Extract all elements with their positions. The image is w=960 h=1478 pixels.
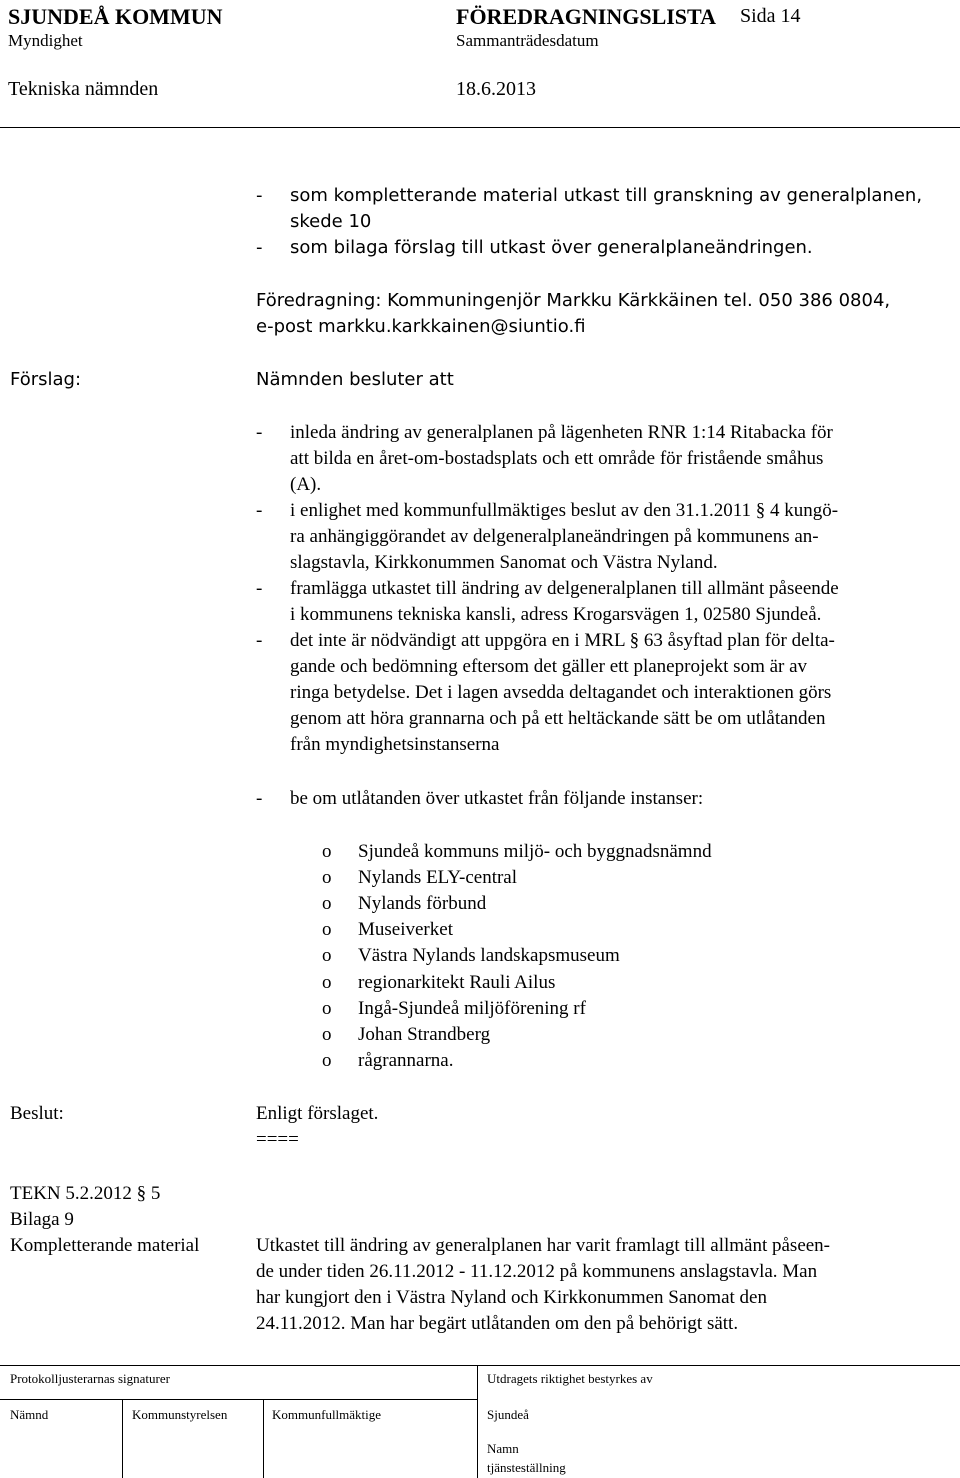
presenter-email: e-post markku.karkkainen@siuntio.fi [256, 316, 586, 337]
signature-column-board: Nämnd [10, 1407, 49, 1422]
intro-item-line: som bilaga förslag till utkast över generalplaneändringen. [290, 237, 813, 258]
footer-top-rule [0, 1365, 960, 1366]
intro-item-dash: - [256, 185, 263, 206]
footer-divider [263, 1400, 264, 1478]
proposal-item-line: ringa betydelse. Det i lagen avsedda deltagandet och interaktionen görs [290, 682, 832, 703]
proposal-item-line: i kommunens tekniska kansli, adress Krogarsvägen 1, 02580 Sjundeå. [290, 604, 822, 625]
instance-item: Nylands ELY-central [358, 867, 518, 888]
instance-item: Ingå-Sjundeå miljöförening rf [358, 998, 586, 1019]
proposal-item-line: ra anhängiggörandet av delgeneralplaneändringen på kommunens an- [290, 526, 819, 547]
proposal-heading: Nämnden besluter att [256, 369, 454, 390]
meeting-date: 18.6.2013 [456, 78, 536, 100]
org-name: SJUNDEÅ KOMMUN [8, 4, 223, 29]
footer-divider [122, 1400, 123, 1478]
authority-label: Myndighet [8, 31, 83, 50]
bullet-marker: o [322, 972, 332, 993]
intro-item-line: skede 10 [290, 211, 372, 232]
place-label: Sjundeå [487, 1407, 529, 1422]
document-type: FÖREDRAGNINGSLISTA [456, 4, 716, 29]
case-text-line: 24.11.2012. Man har begärt utlåtanden om den på behörigt sätt. [256, 1313, 739, 1334]
proposal-item-line: genom att höra grannarna och på ett heltäckande sätt be om utlåtanden [290, 708, 826, 729]
case-text-line: de under tiden 26.11.2012 - 11.12.2012 på kommunens anslagstavla. Man [256, 1261, 818, 1282]
proposal-item-line: gande och bedömning eftersom det gäller ett planeprojekt som är av [290, 656, 808, 677]
proposal-item-line: slagstavla, Kirkkonummen Sanomat och Västra Nyland. [290, 552, 718, 573]
intro-item-dash: - [256, 237, 263, 258]
bullet-marker: o [322, 893, 332, 914]
bullet-marker: o [322, 919, 332, 940]
proposal-item-line: (A). [290, 474, 322, 495]
proposal-item-dash: - [256, 500, 263, 521]
meeting-date-label: Sammanträdesdatum [456, 31, 599, 50]
decision-text: Enligt förslaget. [256, 1103, 379, 1124]
instance-item: Museiverket [358, 919, 453, 940]
instance-item: Johan Strandberg [358, 1024, 491, 1045]
case-text-line: har kungjort den i Västra Nyland och Kirkkonummen Sanomat den [256, 1287, 767, 1308]
bullet-marker: o [322, 998, 332, 1019]
intro-item-line: som kompletterande material utkast till granskning av generalplanen, [290, 185, 923, 206]
proposal-item-dash: - [256, 422, 263, 443]
proposal-item-dash: - [256, 578, 263, 599]
certified-label: Utdragets riktighet bestyrkes av [487, 1371, 653, 1386]
proposal-item-line: att bilda en året-om-bostadsplats och ett område för fristående småhus [290, 448, 824, 469]
proposal-item-line: i enlighet med kommunfullmäktiges beslut av den 31.1.2011 § 4 kungö- [290, 500, 839, 521]
signature-column-council: Kommunfullmäktige [272, 1407, 382, 1422]
signatures-label: Protokolljusterarnas signaturer [10, 1371, 170, 1386]
signature-column-executive: Kommunstyrelsen [132, 1407, 228, 1422]
instance-item: Nylands förbund [358, 893, 487, 914]
proposal-label: Förslag: [10, 369, 82, 390]
bullet-marker: o [322, 867, 332, 888]
proposal-item-dash: - [256, 630, 263, 651]
case-text-line: Utkastet till ändring av generalplanen har varit framlagt till allmänt påseen- [256, 1235, 831, 1256]
instance-item: rågrannarna. [358, 1050, 454, 1071]
header-divider [0, 127, 960, 128]
authority: Tekniska nämnden [8, 78, 159, 100]
page-label: Sida 14 [740, 5, 801, 27]
proposal-item-line: inleda ändring av generalplanen på lägenheten RNR 1:14 Ritabacka för [290, 422, 833, 443]
bullet-marker: o [322, 1024, 332, 1045]
footer-divider [477, 1366, 478, 1478]
title-label: tjänsteställning [487, 1460, 566, 1475]
footer-inner-rule [0, 1399, 478, 1400]
proposal-item-line: det inte är nödvändigt att uppgöra en i MRL § 63 åsyftad plan för delta- [290, 630, 835, 651]
proposal-item-line: framlägga utkastet till ändring av delgeneralplanen till allmänt påseende [290, 578, 839, 599]
instance-item: Sjundeå kommuns miljö- och byggnadsnämnd [358, 841, 712, 862]
opinion-item-dash: - [256, 788, 263, 809]
attachment-label: Bilaga 9 [10, 1209, 74, 1230]
opinion-item-text: be om utlåtanden över utkastet från följande instanser: [290, 788, 704, 809]
bullet-marker: o [322, 945, 332, 966]
decision-label: Beslut: [10, 1103, 64, 1124]
presenter-line: Föredragning: Kommuningenjör Markku Kärkkäinen tel. 050 386 0804, [256, 290, 891, 311]
decision-separator: ==== [256, 1129, 299, 1150]
name-label: Namn [487, 1441, 519, 1456]
instance-item: Västra Nylands landskapsmuseum [358, 945, 620, 966]
bullet-marker: o [322, 841, 332, 862]
bullet-marker: o [322, 1050, 332, 1071]
instance-item: regionarkitekt Rauli Ailus [358, 972, 556, 993]
case-title: Kompletterande material [10, 1235, 200, 1256]
case-reference: TEKN 5.2.2012 § 5 [10, 1183, 161, 1204]
proposal-item-line: från myndighetsinstanserna [290, 734, 500, 755]
